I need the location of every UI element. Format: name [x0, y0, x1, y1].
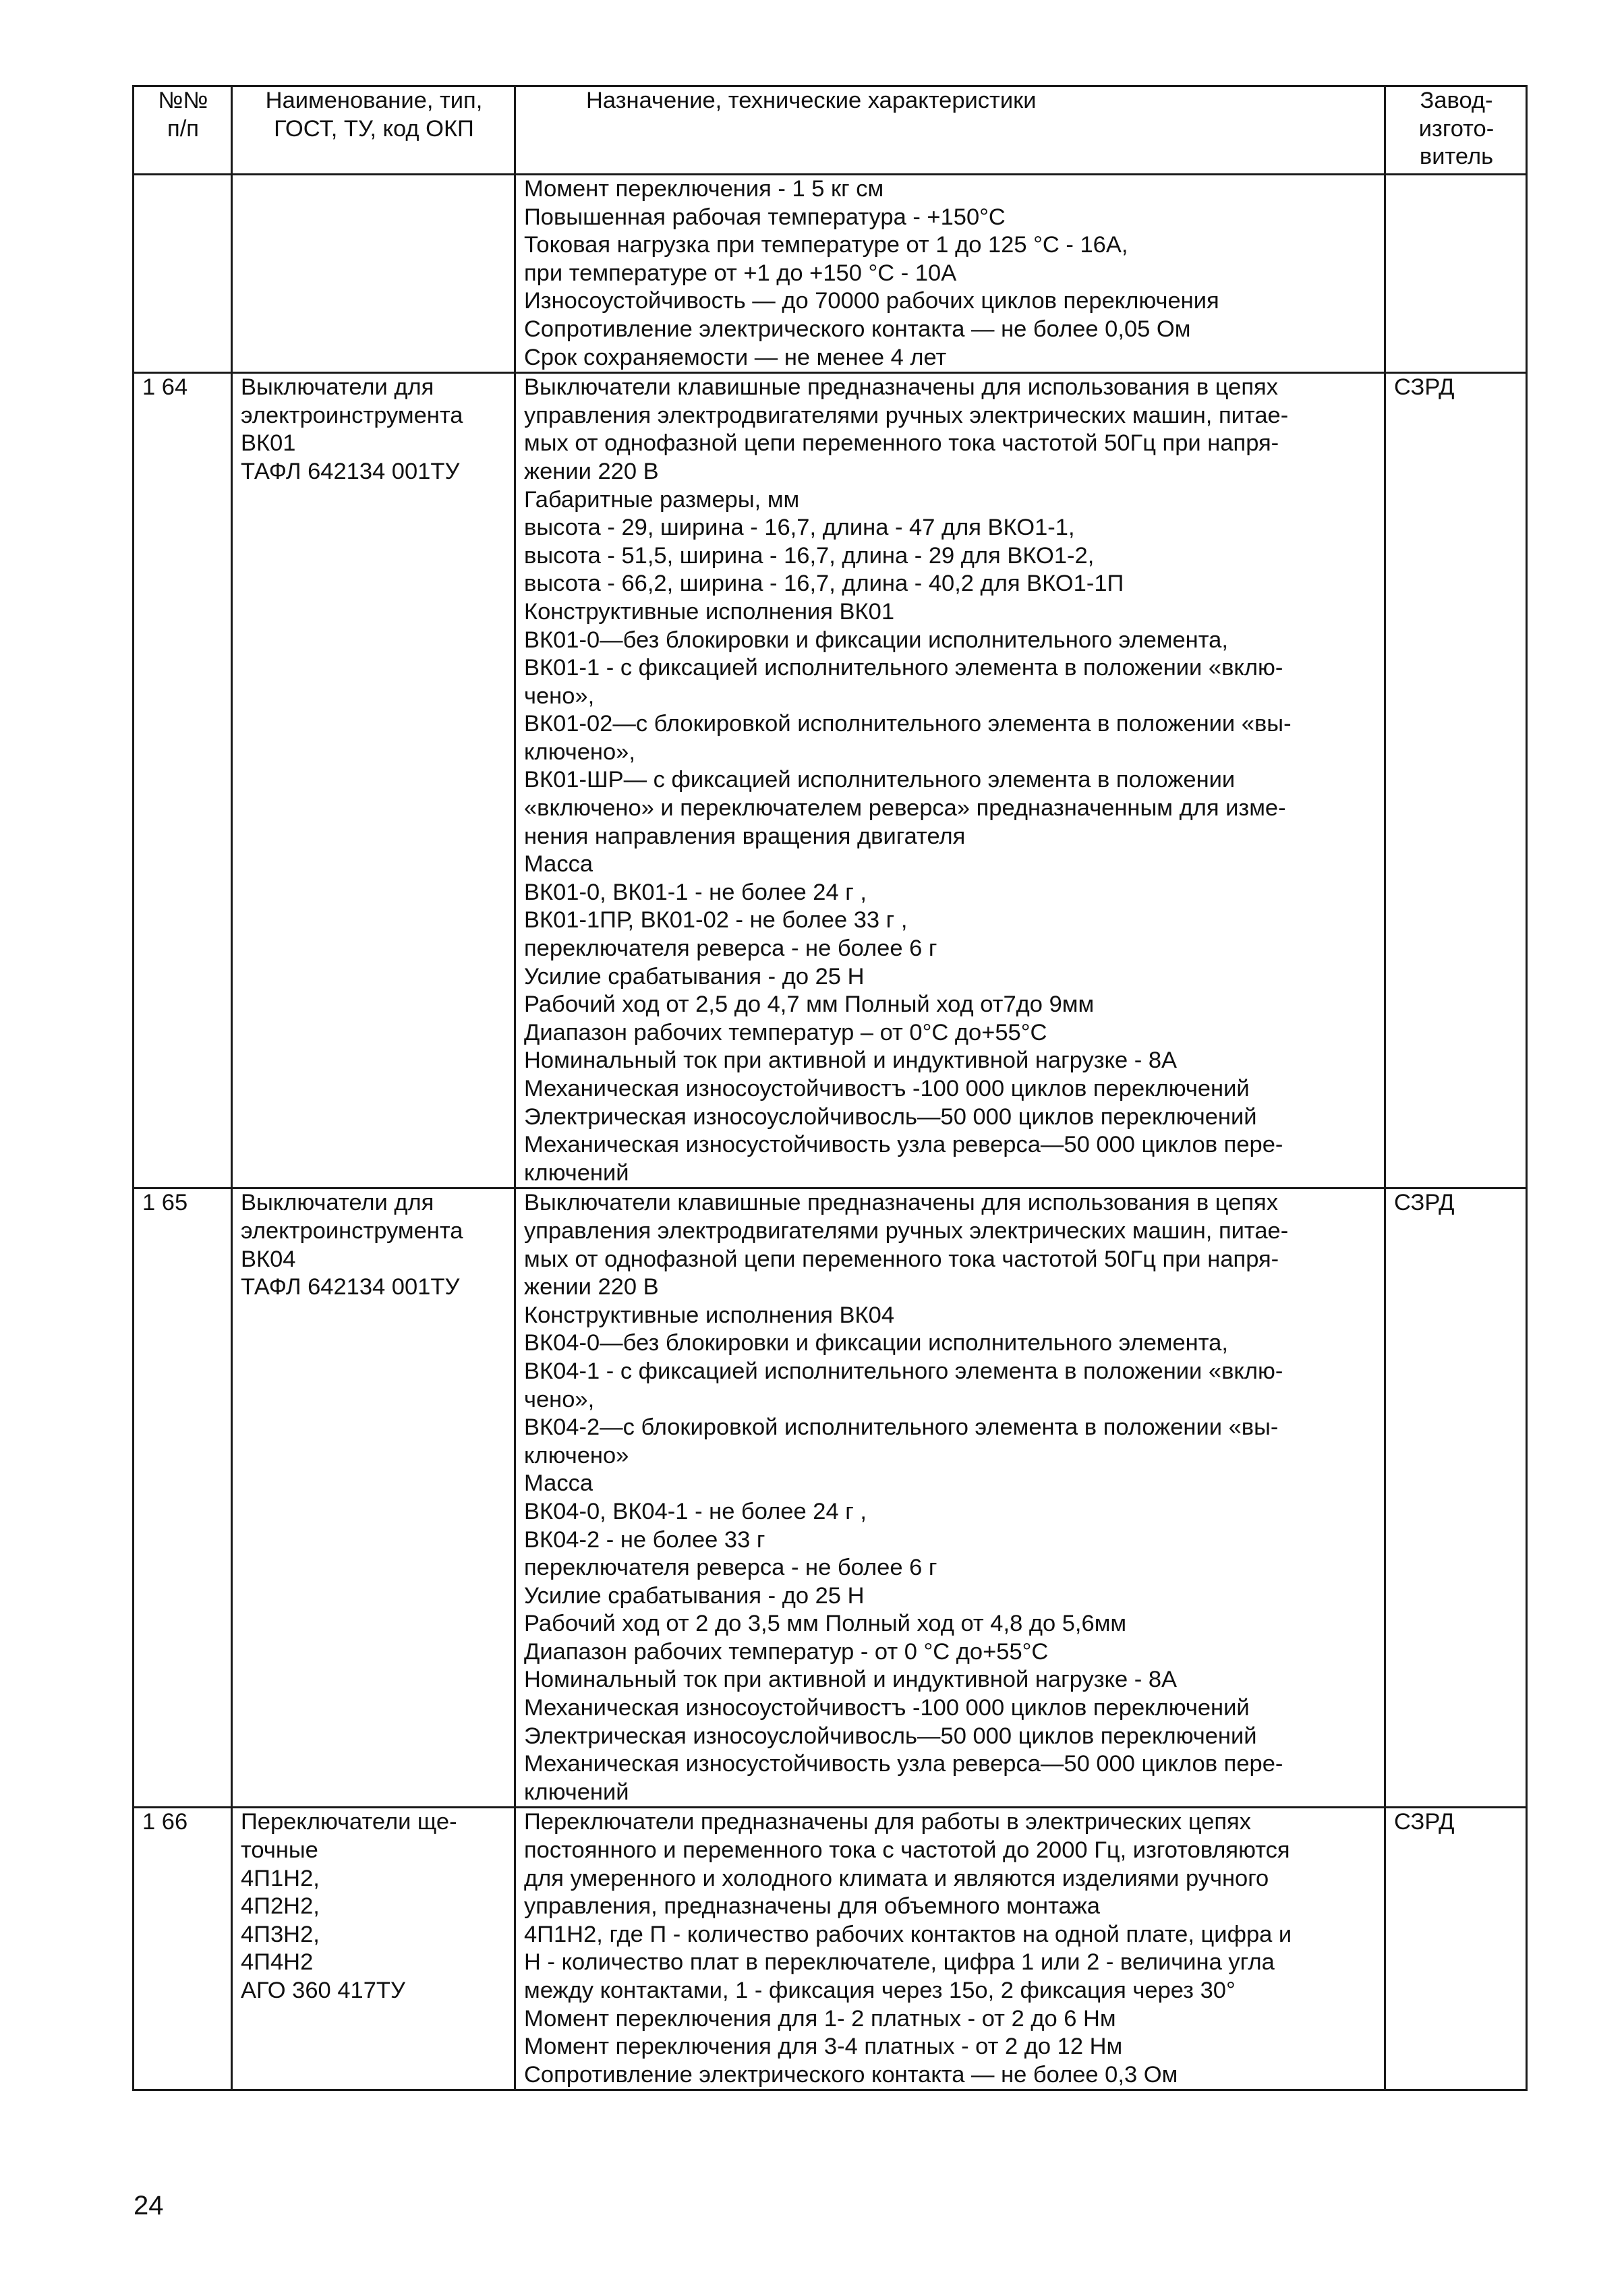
description-line: Механическая износоустойчивостъ -100 000 циклов переключений	[524, 1076, 1250, 1101]
description-line: постоянного и переменного тока с частотой до 2000 Гц, изготовляются	[524, 1837, 1290, 1864]
item-number: 1 66	[142, 1809, 188, 1835]
header-text: ГОСТ, ТУ, код ОКП	[274, 115, 474, 142]
description-line: ВК01-1 - с фиксацией исполнительного элемента в положении «вклю-	[524, 655, 1283, 681]
description-line: управления электродвигателями ручных электрических машин, питае-	[524, 1217, 1289, 1244]
item-number-cell	[134, 1808, 232, 2090]
description-line: между контактами, 1 - фиксация через 15о, 2 фиксация через 30°	[524, 1978, 1236, 2003]
table-row	[134, 373, 1527, 1188]
description-line: при температуре от +1 до +150 °С - 10А	[524, 260, 957, 286]
manufacturer: СЗРД	[1394, 374, 1455, 401]
item-name-line: 4П4Н2	[241, 1949, 314, 1976]
page-number: 24	[134, 2191, 164, 2220]
description-line: ключений	[524, 1159, 629, 1186]
description-line: Переключатели предназначены для работы в электрических цепях	[524, 1809, 1251, 1835]
description-line: Момент переключения для 3-4 платных - от 2 до 12 Нм	[524, 2034, 1123, 2060]
item-name-line: 4П3Н2,	[241, 1921, 320, 1947]
description-line: ВК04-0, ВК04-1 - не более 24 г ,	[524, 1498, 867, 1524]
description-line: Н - количество плат в переключателе, цифра 1 или 2 - величина угла	[524, 1949, 1275, 1976]
description-line: Износоустойчивость — до 70000 рабочих циклов переключения	[524, 288, 1219, 314]
item-manufacturer-cell	[1385, 1188, 1527, 1808]
description-line: Момент переключения - 1 5 кг см	[524, 176, 884, 202]
description-line: ВК01-1ПР, ВК01-02 - не более 33 г ,	[524, 907, 908, 934]
header-text: п/п	[167, 115, 199, 142]
header-manufacturer	[1385, 86, 1527, 175]
description-line: Электрическая износоуслойчивосль—50 000 циклов переключений	[524, 1723, 1257, 1749]
item-name-cell	[232, 373, 515, 1188]
description-line: Срок сохраняемости — не менее 4 лет	[524, 344, 947, 370]
item-name-line: 4П2Н2,	[241, 1893, 320, 1920]
item-name-line: точные	[241, 1837, 318, 1864]
item-description-cell	[515, 373, 1385, 1188]
description-line: «включено» и переключателем реверса» предназначенным для изме-	[524, 795, 1286, 822]
item-name-line: Переключатели ще-	[241, 1809, 457, 1835]
description-line: мых от однофазной цепи переменного тока частотой 50Гц при напря-	[524, 1246, 1279, 1272]
table-row	[134, 1808, 1527, 2090]
item-description-cell	[515, 1808, 1385, 2090]
description-line: жении 220 В	[524, 458, 659, 484]
description-line: ВК04-2 - не более 33 г	[524, 1526, 765, 1553]
description-line: 4П1Н2, где П - количество рабочих контактов на одной плате, цифра и	[524, 1921, 1292, 1947]
description-line: жении 220 В	[524, 1274, 659, 1300]
item-name-cell	[232, 1808, 515, 2090]
description-line: Сопротивление электрического контакта — не более 0,05 Ом	[524, 316, 1191, 342]
description-line: Усилие срабатывания - до 25 Н	[524, 1582, 865, 1609]
description-line: мых от однофазной цепи переменного тока частотой 50Гц при напря-	[524, 430, 1279, 457]
description-line: Конструктивные исполнения ВК01	[524, 598, 895, 625]
description-line: ВК01-ШР— с фиксацией исполнительного элемента в положении	[524, 767, 1236, 793]
item-name-line: ТАФЛ 642134 001ТУ	[241, 458, 460, 484]
specifications-table	[132, 85, 1528, 2091]
description-line: высота - 66,2, ширина - 16,7, длина - 40,2 для ВКО1-1П	[524, 571, 1124, 597]
description-line: ВК01-02—с блокировкой исполнительного элемента в положении «вы-	[524, 711, 1292, 737]
description-line: Номинальный ток при активной и индуктивной нагрузке - 8А	[524, 1667, 1178, 1693]
header-text: изгото-	[1418, 115, 1495, 142]
description-line: Рабочий ход от 2 до 3,5 мм Полный ход от 4,8 до 5,6мм	[524, 1611, 1127, 1637]
description-line: Выключатели клавишные предназначены для использования в цепях	[524, 374, 1278, 401]
description-line: Механическая износоустойчивостъ -100 000 циклов переключений	[524, 1695, 1250, 1721]
item-name-line: электроинструмента	[241, 402, 463, 428]
item-description-cell	[515, 175, 1385, 373]
header-text: №№	[158, 88, 208, 113]
manufacturer: СЗРД	[1394, 1190, 1455, 1216]
header-number	[134, 86, 232, 175]
table-header-row	[134, 86, 1527, 175]
description-line: ВК04-1 - с фиксацией исполнительного элемента в положении «вклю-	[524, 1358, 1283, 1384]
description-line: высота - 29, ширина - 16,7, длина - 47 для ВКО1-1,	[524, 515, 1075, 541]
description-line: для умеренного и холодного климата и являются изделиями ручного	[524, 1865, 1269, 1891]
description-line: ключений	[524, 1779, 629, 1805]
description-line: Повышенная рабочая температура - +150°С	[524, 204, 1006, 230]
item-name-line: Выключатели для	[241, 1190, 434, 1216]
description-line: ключено»	[524, 1442, 629, 1468]
description-line: Масса	[524, 1470, 593, 1497]
description-line: Диапазон рабочих температур – от 0°С до+55°С	[524, 1019, 1047, 1045]
item-name-line: электроинструмента	[241, 1217, 463, 1244]
item-manufacturer-cell	[1385, 373, 1527, 1188]
description-line: переключателя реверса - не более 6 г	[524, 936, 937, 962]
description-line: Момент переключения для 1- 2 платных - от 2 до 6 Нм	[524, 2005, 1116, 2032]
description-line: Усилие срабатывания - до 25 Н	[524, 963, 865, 989]
description-line: Диапазон рабочих температур - от 0 °С до+55°С	[524, 1638, 1049, 1665]
item-name-line: АГО 360 417ТУ	[241, 1978, 405, 2003]
header-description	[515, 86, 1385, 175]
item-name-line: 4П1Н2,	[241, 1865, 320, 1891]
header-text: Завод-	[1420, 88, 1493, 113]
description-line: нения направления вращения двигателя	[524, 823, 966, 849]
item-number-cell	[134, 1188, 232, 1808]
description-line: Габаритные размеры, мм	[524, 486, 800, 513]
description-line: высота - 51,5, ширина - 16,7, длина - 29 для ВКО1-2,	[524, 542, 1095, 569]
item-number: 1 65	[142, 1190, 188, 1216]
description-line: ВК01-0, ВК01-1 - не более 24 г ,	[524, 879, 867, 905]
item-name-cell	[232, 1188, 515, 1808]
description-line: Выключатели клавишные предназначены для использования в цепях	[524, 1190, 1278, 1216]
description-line: управления, предназначены для объемного монтажа	[524, 1893, 1100, 1920]
item-name-line: Выключатели для	[241, 374, 434, 401]
item-manufacturer-cell	[1385, 175, 1527, 373]
description-line: переключателя реверса - не более 6 г	[524, 1555, 937, 1581]
item-description-cell	[515, 1188, 1385, 1808]
description-line: ВК01-0—без блокировки и фиксации исполнительного элемента,	[524, 627, 1228, 653]
header-name	[232, 86, 515, 175]
header-text: Назначение, технические характеристики	[586, 88, 1037, 113]
manufacturer: СЗРД	[1394, 1809, 1455, 1835]
item-number-cell	[134, 373, 232, 1188]
description-line: Токовая нагрузка при температуре от 1 до 125 °С - 16А,	[524, 232, 1128, 258]
description-line: Механическая износустойчивость узла реверса—50 000 циклов пере-	[524, 1132, 1283, 1158]
description-line: Электрическая износоуслойчивосль—50 000 циклов переключений	[524, 1103, 1257, 1130]
item-manufacturer-cell	[1385, 1808, 1527, 2090]
item-number-cell	[134, 175, 232, 373]
description-line: Конструктивные исполнения ВК04	[524, 1302, 895, 1328]
description-line: Номинальный ток при активной и индуктивной нагрузке - 8А	[524, 1047, 1178, 1074]
description-line: Масса	[524, 851, 593, 878]
description-line: Сопротивление электрического контакта — не более 0,3 Ом	[524, 2061, 1178, 2088]
item-name-line: ВК01	[241, 430, 296, 457]
item-name-line: ТАФЛ 642134 001ТУ	[241, 1274, 460, 1300]
description-line: Рабочий ход от 2,5 до 4,7 мм Полный ход от7до 9мм	[524, 992, 1095, 1018]
description-line: чено»,	[524, 683, 595, 709]
header-text: Наименование, тип,	[265, 88, 483, 113]
table-row	[134, 1188, 1527, 1808]
description-line: ВК04-2—с блокировкой исполнительного элемента в положении «вы-	[524, 1414, 1279, 1441]
description-line: Механическая износустойчивость узла реверса—50 000 циклов пере-	[524, 1751, 1283, 1777]
item-name-cell	[232, 175, 515, 373]
description-line: ВК04-0—без блокировки и фиксации исполнительного элемента,	[524, 1330, 1228, 1356]
description-line: ключено»,	[524, 739, 635, 765]
table-row	[134, 175, 1527, 373]
item-name-line: ВК04	[241, 1246, 296, 1272]
description-line: управления электродвигателями ручных электрических машин, питае-	[524, 402, 1289, 428]
description-line: чено»,	[524, 1386, 595, 1412]
item-number: 1 64	[142, 374, 188, 401]
header-text: витель	[1419, 144, 1494, 170]
table-body	[134, 86, 1527, 2090]
